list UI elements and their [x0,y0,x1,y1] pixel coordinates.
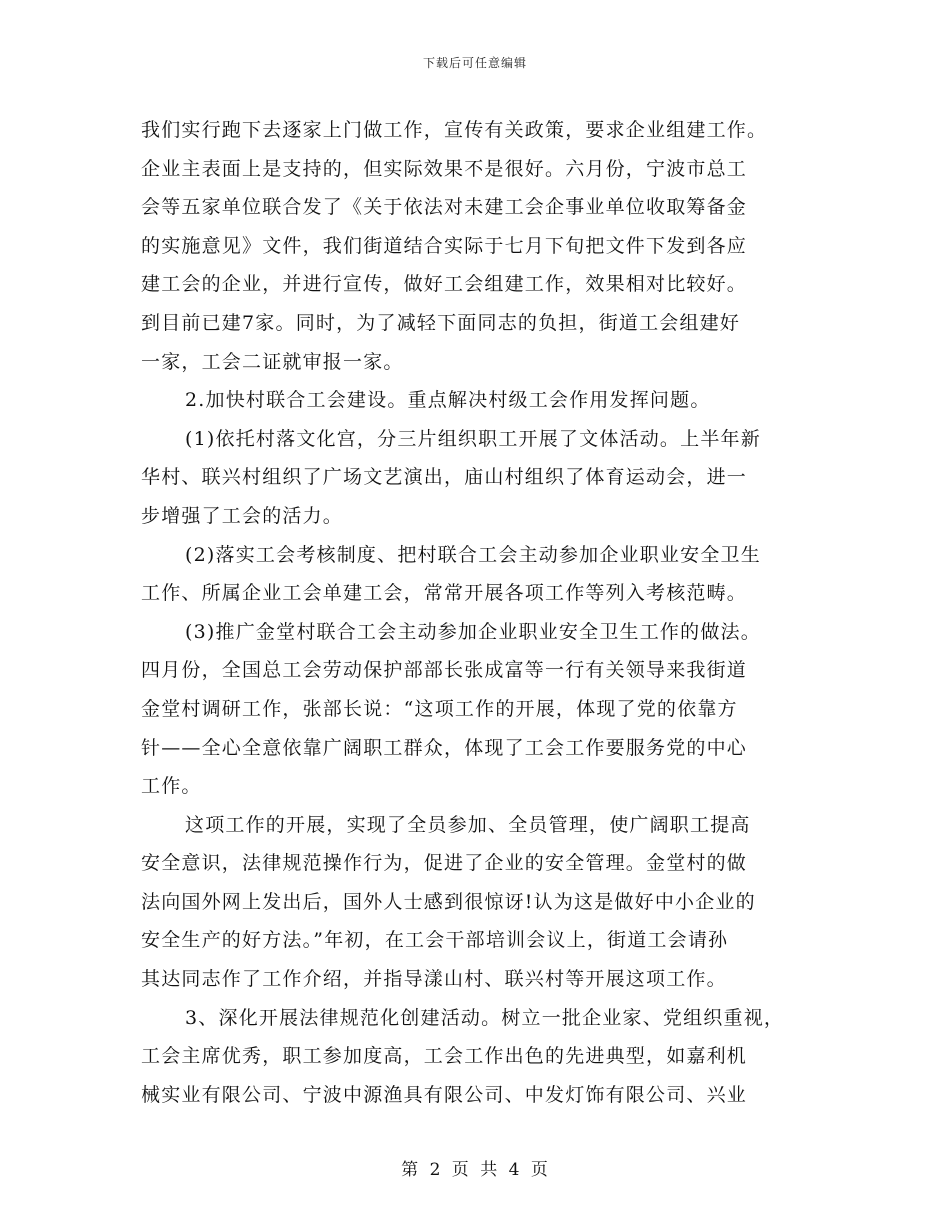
text-line: 工作、所属企业工会单建工会，常常开展各项工作等列入考核范畴。 [141,582,748,605]
text-line: 械实业有限公司、宁波中源渔具有限公司、中发灯饰有限公司、兴业 [141,1083,748,1106]
text-line: 针——全心全意依靠广阔职工群众，体现了工会工作要服务党的中心 [141,736,748,759]
text-line: 会等五家单位联合发了《关于依法对未建工会企事业单位收取筹备金 [141,196,748,219]
text-line: 建工会的企业，并进行宣传，做好工会组建工作，效果相对比较好。 [141,273,748,296]
text-line: 其达同志作了工作介绍，并指导漾山村、联兴村等开展这项工作。 [141,968,727,991]
text-line: 这项工作的开展，实现了全员参加、全员管理，使广阔职工提高 [185,813,751,836]
text-line: (1)依托村落文化宫，分三片组织职工开展了文体活动。上半年新 [185,427,761,450]
page-footer: 第 2 页 共 4 页 [401,1160,549,1180]
text-line: 工作。 [141,775,202,798]
text-line: 一家，工会二证就审报一家。 [141,350,404,373]
page-header: 下载后可任意编辑 [422,56,527,70]
text-line: 安全意识，法律规范操作行为，促进了企业的安全管理。金堂村的做 [141,852,748,875]
text-line: 华村、联兴村组织了广场文艺演出，庙山村组织了体育运动会，进一 [141,466,748,489]
text-line: 步增强了工会的活力。 [141,504,344,527]
text-line: 到目前已建7家。同时，为了减轻下面同志的负担，街道工会组建好 [141,311,741,334]
text-line: (2)落实工会考核制度、把村联合工会主动参加企业职业安全卫生 [185,543,761,566]
document-body [141,111,821,1114]
text-line: 法向国外网上发出后，国外人士感到很惊讶!认为这是做好中小企业的 [141,890,756,913]
text-line: 我们实行跑下去逐家上门做工作，宣传有关政策，要求企业组建工作。 [141,119,768,141]
text-line: 工会主席优秀，职工参加度高，工会工作出色的先进典型，如嘉利机 [141,1045,748,1068]
text-line: (3)推广金堂村联合工会主动参加企业职业安全卫生工作的做法。 [185,620,761,643]
text-line: 安全生产的好方法。”年初，在工会干部培训会议上，街道工会请孙 [141,929,729,952]
text-line: 3、深化开展法律规范化创建活动。树立一批企业家、党组织重视， [185,1006,785,1029]
text-line: 2.加快村联合工会建设。重点解决村级工会作用发挥问题。 [185,389,711,412]
text-line: 企业主表面上是支持的，但实际效果不是很好。六月份，宁波市总工 [141,157,748,180]
text-line: 的实施意见》文件，我们街道结合实际于七月下旬把文件下发到各应 [141,234,748,257]
text-line: 四月份，全国总工会劳动保护部部长张成富等一行有关领导来我街道 [141,659,748,682]
text-line: 金堂村调研工作，张部长说：“这项工作的开展，体现了党的依靠方 [141,697,738,720]
